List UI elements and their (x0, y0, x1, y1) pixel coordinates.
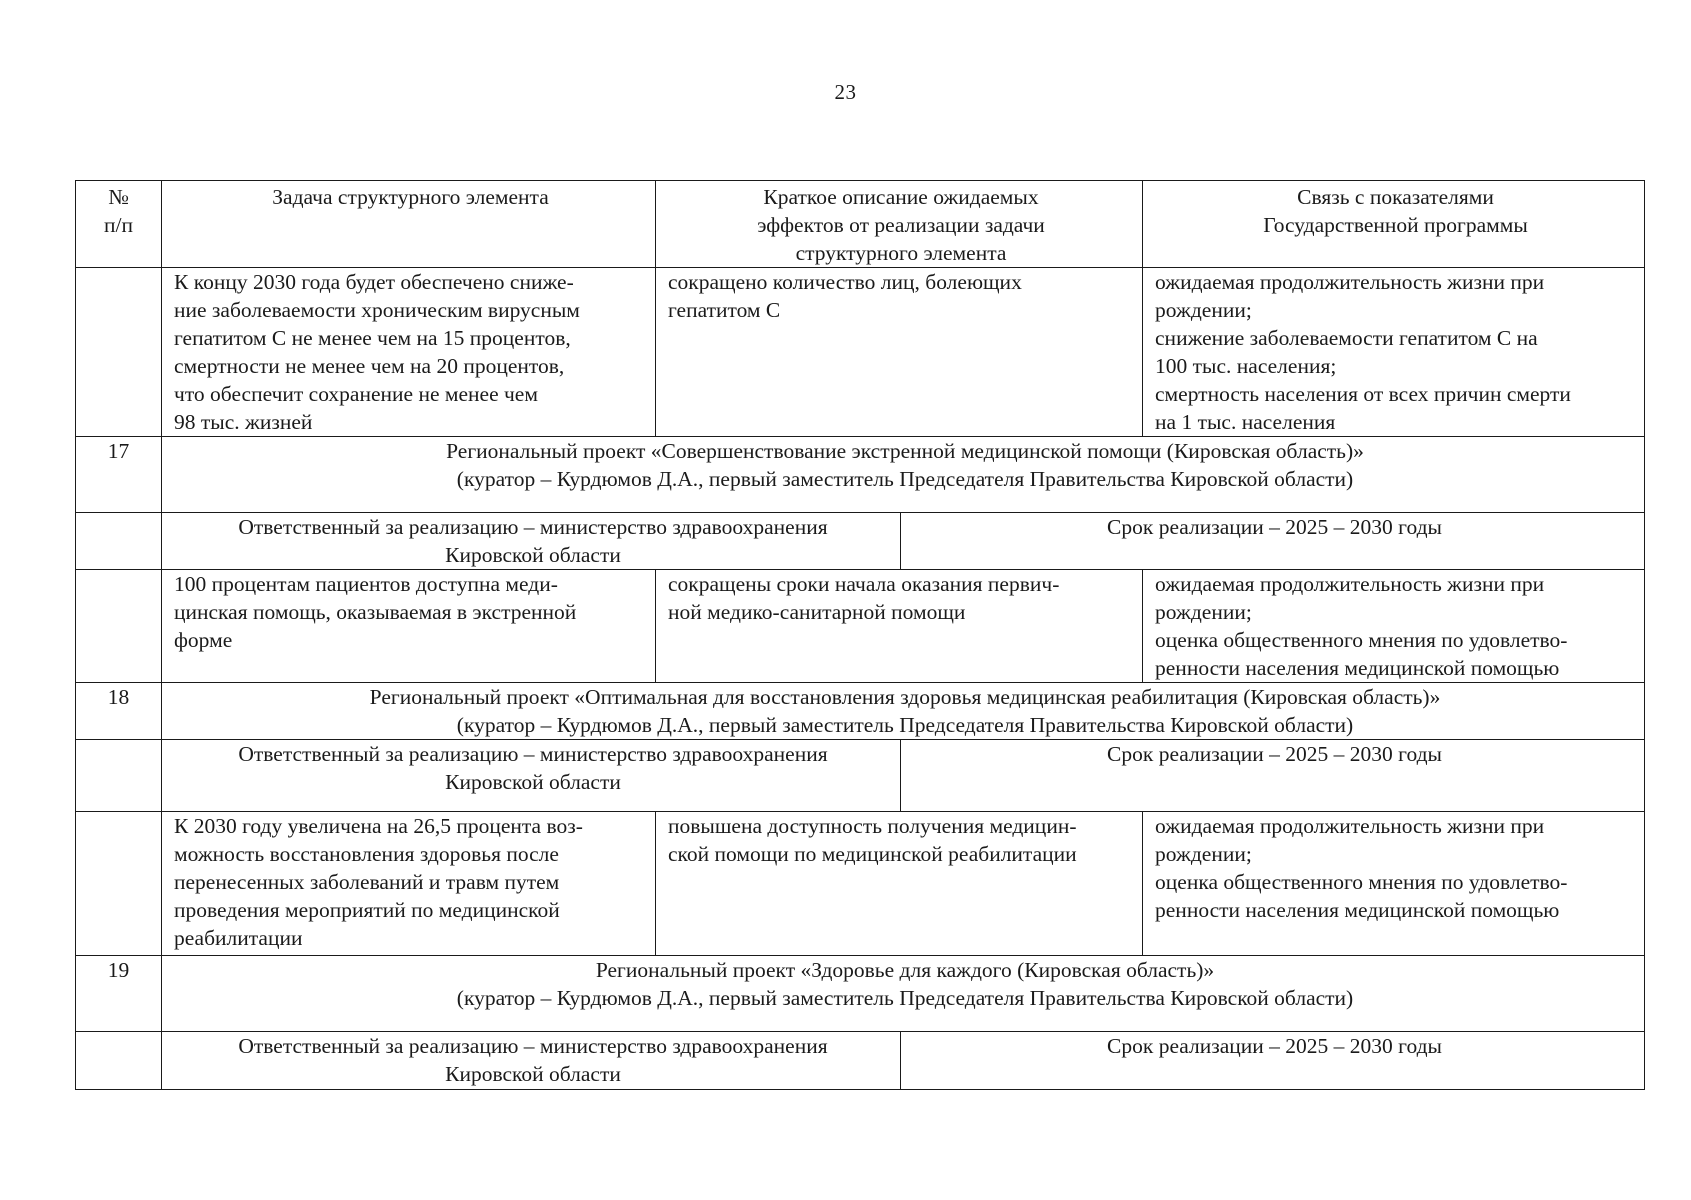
table-row (76, 812, 1645, 956)
row-number (76, 513, 162, 570)
project-title: Региональный проект «Совершенствование экстренной медицинской помощи (Кировская область)» (куратор – Курдюмов Д.А., первый заместитель Председателя Правительства Кировской области) (162, 437, 1645, 513)
responsible-cell: Ответственный за реализацию – министерство здравоохранения Кировской области (162, 1032, 901, 1090)
header-indicators: Связь с показателями Государственной программы (1143, 181, 1645, 268)
row-number (76, 570, 162, 683)
header-effects: Краткое описание ожидаемых эффектов от реализации задачи структурного элемента (656, 181, 1143, 268)
project-responsible-row (76, 1032, 1645, 1090)
task-cell: 100 процентам пациентов доступна меди- цинская помощь, оказываемая в экстренной форме (162, 570, 656, 683)
responsible-cell: Ответственный за реализацию – министерство здравоохранения Кировской области (162, 513, 901, 570)
page-number: 23 (834, 80, 857, 104)
indicators-cell: ожидаемая продолжительность жизни при рождении; оценка общественного мнения по удовлетво- ренности населения медицинской помощью (1143, 570, 1645, 683)
project-responsible-row (76, 740, 1645, 812)
structural-elements-table (75, 180, 1645, 1090)
term-cell: Срок реализации – 2025 – 2030 годы (901, 513, 1645, 570)
table-header-row (76, 181, 1645, 268)
task-cell: К концу 2030 года будет обеспечено сниже- ние заболеваемости хроническим вирусным гепатитом С не менее чем на 15 процентов, смертности не менее чем на 20 процентов, что обеспечит сохранение не менее чем 98 тыс. жизней (162, 268, 656, 437)
project-title: Региональный проект «Здоровье для каждого (Кировская область)» (куратор – Курдюмов Д.А., первый заместитель Председателя Правительства Кировской области) (162, 956, 1645, 1032)
project-responsible-row (76, 513, 1645, 570)
indicators-cell: ожидаемая продолжительность жизни при рождении; оценка общественного мнения по удовлетво- ренности населения медицинской помощью (1143, 812, 1645, 956)
term-cell: Срок реализации – 2025 – 2030 годы (901, 1032, 1645, 1090)
effects-cell: сокращено количество лиц, болеющих гепатитом С (656, 268, 1143, 437)
row-number (76, 268, 162, 437)
row-number (76, 1032, 162, 1090)
row-number (76, 812, 162, 956)
effects-cell: сокращены сроки начала оказания первич- ной медико-санитарной помощи (656, 570, 1143, 683)
project-number: 19 (76, 956, 162, 1032)
term-cell: Срок реализации – 2025 – 2030 годы (901, 740, 1645, 812)
project-number: 18 (76, 683, 162, 740)
row-number (76, 740, 162, 812)
project-title-row (76, 956, 1645, 1032)
header-number: № п/п (76, 181, 162, 268)
project-title: Региональный проект «Оптимальная для восстановления здоровья медицинская реабилитация (Кировская область)» (куратор – Курдюмов Д.А., первый заместитель Председателя Правительства Кировской области) (162, 683, 1645, 740)
header-task: Задача структурного элемента (162, 181, 656, 268)
table-row (76, 268, 1645, 437)
table-row (76, 570, 1645, 683)
indicators-cell: ожидаемая продолжительность жизни при рождении; снижение заболеваемости гепатитом С на 100 тыс. населения; смертность населения от всех причин смерти на 1 тыс. населения (1143, 268, 1645, 437)
task-cell: К 2030 году увеличена на 26,5 процента воз- можность восстановления здоровья после перенесенных заболеваний и травм путем проведения мероприятий по медицинской реабилитации (162, 812, 656, 956)
responsible-cell: Ответственный за реализацию – министерство здравоохранения Кировской области (162, 740, 901, 812)
project-title-row (76, 683, 1645, 740)
project-number: 17 (76, 437, 162, 513)
project-title-row (76, 437, 1645, 513)
effects-cell: повышена доступность получения медицин- ской помощи по медицинской реабилитации (656, 812, 1143, 956)
